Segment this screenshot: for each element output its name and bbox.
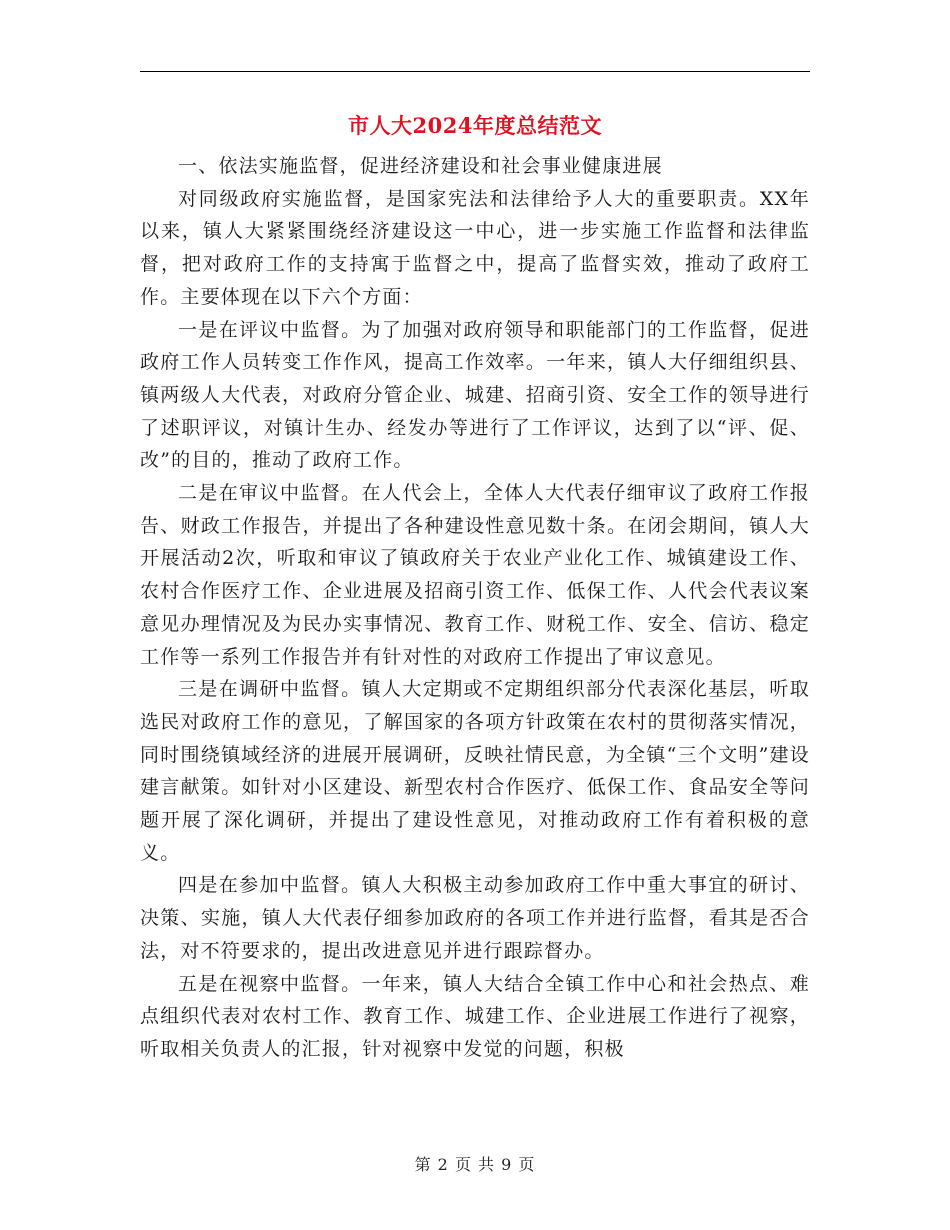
section-heading: 一、依法实施监督，促进经济建设和社会事业健康进展 <box>178 155 663 177</box>
body-paragraph-inspection-supervision: 五是在视察中监督。一年来，镇人大结合全镇工作中心和社会热点、难点组织代表对农村工作、教育工作、城建工作、企业进展工作进行了视察，听取相关负责人的汇报，针对视察中发觉的问题，积极 <box>140 972 810 1060</box>
header-rule <box>140 71 810 72</box>
body-paragraph-research-supervision: 三是在调研中监督。镇人大定期或不定期组织部分代表深化基层，听取选民对政府工作的意见，了解国家的各项方针政策在农村的贯彻落实情况，同时围绕镇域经济的进展开展调研，反映社情民意，为全镇“三个文明”建设建言献策。如针对小区建设、新型农村合作医疗、低保工作、食品安全等问题开展了深化调研，并提出了建设性意见，对推动政府工作有着积极的意义。 <box>140 678 810 864</box>
document-body <box>140 150 810 1066</box>
document-title: 市人大2024年度总结范文 <box>348 113 602 138</box>
body-paragraph-participation-supervision: 四是在参加中监督。镇人大积极主动参加政府工作中重大事宜的研讨、决策、实施，镇人大代表仔细参加政府的各项工作并进行监督，看其是否合法，对不符要求的，提出改进意见并进行跟踪督办。 <box>140 874 810 962</box>
current-page-number: 2 <box>437 1155 449 1174</box>
footer-middle: 页 共 <box>454 1155 496 1174</box>
total-pages-number: 9 <box>501 1155 513 1174</box>
page-footer <box>0 1152 950 1175</box>
footer-prefix: 第 <box>414 1155 432 1174</box>
body-paragraph-intro: 对同级政府实施监督，是国家宪法和法律给予人大的重要职责。XX年以来，镇人大紧紧围绕经济建设这一中心，进一步实施工作监督和法律监督，把对政府工作的支持寓于监督之中，提高了监督实效，推动了政府工作。主要体现在以下六个方面： <box>140 187 810 308</box>
body-paragraph-deliberation-supervision: 二是在审议中监督。在人代会上，全体人大代表仔细审议了政府工作报告、财政工作报告，并提出了各种建设性意见数十条。在闭会期间，镇人大开展活动2次，听取和审议了镇政府关于农业产业化工作、城镇建设工作、农村合作医疗工作、企业进展及招商引资工作、低保工作、人代会代表议案意见办理情况及为民办实事情况、教育工作、财税工作、安全、信访、稳定工作等一系列工作报告并有针对性的对政府工作提出了审议意见。 <box>140 482 810 668</box>
footer-suffix: 页 <box>518 1155 536 1174</box>
body-paragraph-review-supervision: 一是在评议中监督。为了加强对政府领导和职能部门的工作监督，促进政府工作人员转变工作作风，提高工作效率。一年来，镇人大仔细组织县、镇两级人大代表，对政府分管企业、城建、招商引资、安全工作的领导进行了述职评议，对镇计生办、经发办等进行了工作评议，达到了以“评、促、改”的目的，推动了政府工作。 <box>140 318 810 472</box>
